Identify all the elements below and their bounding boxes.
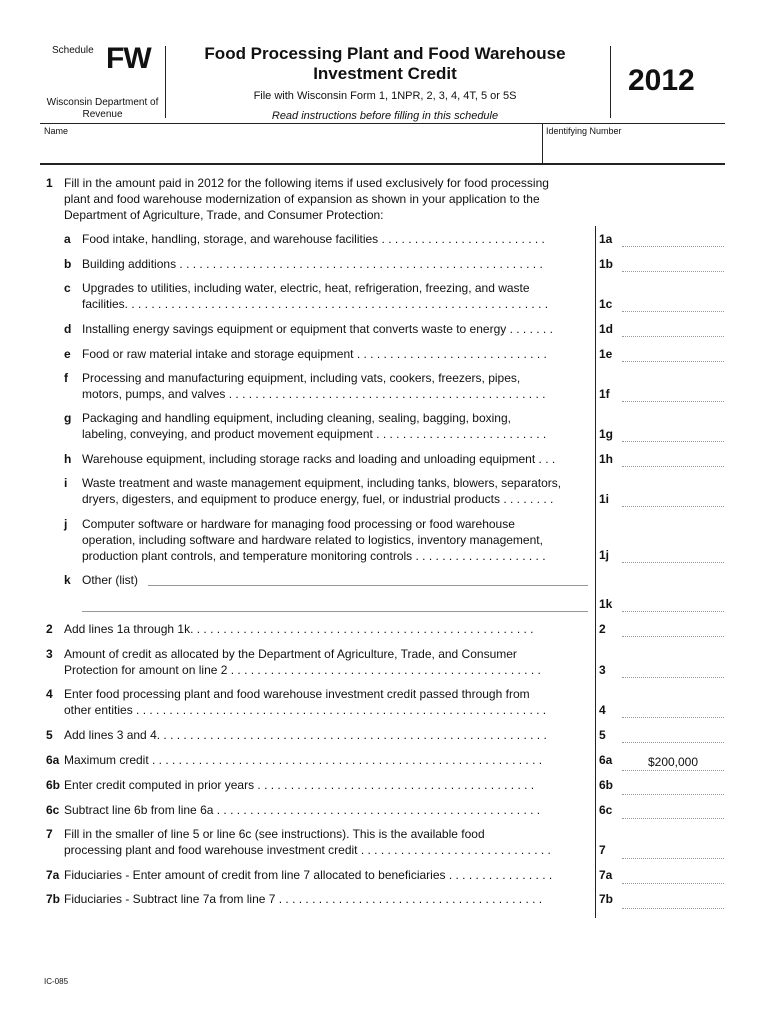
name-id-divider xyxy=(542,123,543,163)
tax-year: 2012 xyxy=(628,64,695,97)
form-title-line1: Food Processing Plant and Food Warehouse xyxy=(204,44,566,63)
item-text-line: Waste treatment and waste management equipment, including tanks, blowers, separators, xyxy=(82,476,562,490)
item-text xyxy=(82,475,561,507)
item-letter: f xyxy=(64,371,68,385)
amount-field-5[interactable] xyxy=(622,742,724,743)
schedule-label: Schedule xyxy=(52,45,94,56)
item-text-line: motors, pumps, and valves . . . . . . . . . . . . . . . . . . . . . . . . . . . . . . . . . . . . . . . . . . . . . . . . xyxy=(82,387,546,401)
amount-field-1i[interactable] xyxy=(622,506,724,507)
form-title-line2: Investment Credit xyxy=(313,64,457,83)
box-label-7b: 7b xyxy=(599,892,614,906)
line-text-row: processing plant and food warehouse investment credit . . . . . . . . . . . . . . . . . . . . . . . . . . . . . xyxy=(64,843,551,857)
amount-field-7a[interactable] xyxy=(622,883,724,884)
line-text xyxy=(64,646,541,678)
item-text-line: Packaging and handling equipment, including cleaning, sealing, bagging, boxing, xyxy=(82,411,511,425)
maximum-credit-value: $200,000 xyxy=(647,755,699,769)
read-instructions-note: Read instructions before filling in this schedule xyxy=(271,110,499,122)
amount-column-separator xyxy=(595,226,596,918)
line-text-row: Protection for amount on line 2 . . . . . . . . . . . . . . . . . . . . . . . . . . . . . . . . . . . . . . . . . . . . . . . xyxy=(64,663,541,677)
line-1-number: 1 xyxy=(46,176,53,190)
file-with-note: File with Wisconsin Form 1, 1NPR, 2, 3, 4, 4T, 5 or 5S xyxy=(253,90,517,102)
item-letter: i xyxy=(64,476,68,490)
identifying-number-label: Identifying Number xyxy=(546,126,622,136)
line-text: Add lines 3 and 4. . . . . . . . . . . . . . . . . . . . . . . . . . . . . . . . . . . . . . . . . . . . . . . . . . . . . . . . . . . xyxy=(64,728,547,742)
box-label-1i: 1i xyxy=(599,492,610,506)
line-number: 5 xyxy=(46,728,53,742)
other-list-field-1[interactable] xyxy=(148,585,588,586)
item-text-line: production plant controls, and temperature monitoring controls . . . . . . . . . . . . . . . . . . . . xyxy=(82,549,546,563)
line-text xyxy=(64,826,551,858)
item-letter: e xyxy=(64,347,71,361)
amount-field-1h[interactable] xyxy=(622,466,724,467)
line-number: 7b xyxy=(46,892,61,906)
item-text: Food or raw material intake and storage equipment . . . . . . . . . . . . . . . . . . . . . . . . . . . . . xyxy=(82,347,547,361)
department-name: Wisconsin Department of Revenue xyxy=(46,97,159,120)
box-label-1k: 1k xyxy=(599,597,613,611)
item-text: Warehouse equipment, including storage racks and loading and unloading equipment . . . xyxy=(82,452,556,466)
item-text-line: labeling, conveying, and product movement equipment . . . . . . . . . . . . . . . . . . . . . . . . . . xyxy=(82,427,547,441)
amount-field-1e[interactable] xyxy=(622,361,724,362)
line-text-row: Enter food processing plant and food warehouse investment credit passed through from xyxy=(64,687,530,701)
item-text: Food intake, handling, storage, and warehouse facilities . . . . . . . . . . . . . . . . . . . . . . . . . xyxy=(82,232,545,246)
line-1-intro-text: plant and food warehouse modernization of expansion as shown in your application to the xyxy=(64,192,540,206)
item-text xyxy=(82,370,545,402)
line-text: Subtract line 6b from line 6a . . . . . . . . . . . . . . . . . . . . . . . . . . . . . . . . . . . . . . . . . . . . . . . . . xyxy=(64,803,541,817)
box-label-7: 7 xyxy=(599,843,606,857)
amount-field-1b[interactable] xyxy=(622,271,724,272)
item-text-line: Computer software or hardware for managing food processing or food warehouse xyxy=(82,517,515,531)
box-label-1f: 1f xyxy=(599,387,610,401)
line-1-intro xyxy=(64,175,549,223)
item-text-line: Upgrades to utilities, including water, electric, heat, refrigeration, freezing, and waste xyxy=(82,281,530,295)
item-letter: g xyxy=(64,411,72,425)
amount-field-2[interactable] xyxy=(622,636,724,637)
line-number: 6a xyxy=(46,753,60,767)
amount-field-6c[interactable] xyxy=(622,818,724,819)
name-field[interactable] xyxy=(44,137,542,163)
header-divider-left xyxy=(165,46,166,118)
box-label-6b: 6b xyxy=(599,778,614,792)
box-label-2: 2 xyxy=(599,622,606,636)
item-text xyxy=(82,516,546,564)
line-text: Maximum credit . . . . . . . . . . . . . . . . . . . . . . . . . . . . . . . . . . . . . . . . . . . . . . . . . . . . . . . . . . . xyxy=(64,753,543,767)
amount-field-1d[interactable] xyxy=(622,336,724,337)
line-number: 7 xyxy=(46,827,53,841)
line-number: 2 xyxy=(46,622,53,636)
line-number: 4 xyxy=(46,687,53,701)
line-text: Add lines 1a through 1k. . . . . . . . . . . . . . . . . . . . . . . . . . . . . . . . . . . . . . . . . . . . . . . . . . . . xyxy=(64,622,534,636)
item-text: Other (list) xyxy=(82,573,139,587)
amount-field-1g[interactable] xyxy=(622,441,724,442)
box-label-1c: 1c xyxy=(599,297,613,311)
name-label: Name xyxy=(44,126,69,136)
box-label-1j: 1j xyxy=(599,548,610,562)
amount-field-6b[interactable] xyxy=(622,794,724,795)
amount-field-6a xyxy=(622,770,724,771)
amount-field-1k[interactable] xyxy=(622,611,724,612)
box-label-1g: 1g xyxy=(599,427,614,441)
header-divider-right xyxy=(610,46,611,118)
box-label-1d: 1d xyxy=(599,322,614,336)
item-letter: c xyxy=(64,281,71,295)
box-label-7a: 7a xyxy=(599,868,613,882)
amount-field-7b[interactable] xyxy=(622,908,724,909)
amount-field-1c[interactable] xyxy=(622,311,724,312)
item-text: Building additions . . . . . . . . . . . . . . . . . . . . . . . . . . . . . . . . . . . . . . . . . . . . . . . . . . . . . . . xyxy=(82,257,543,271)
box-label-4: 4 xyxy=(599,703,606,717)
line-text-row: other entities . . . . . . . . . . . . . . . . . . . . . . . . . . . . . . . . . . . . . . . . . . . . . . . . . . . . . . . . . . . . . . xyxy=(64,703,547,717)
identifying-number-field[interactable] xyxy=(546,137,724,163)
item-letter: b xyxy=(64,257,72,271)
box-label-1a: 1a xyxy=(599,232,613,246)
box-label-5: 5 xyxy=(599,728,606,742)
name-row-top-line xyxy=(40,123,725,124)
line-1-intro-text: Fill in the amount paid in 2012 for the following items if used exclusively for food processing xyxy=(64,176,549,190)
amount-field-3[interactable] xyxy=(622,677,724,678)
amount-field-1a[interactable] xyxy=(622,246,724,247)
other-list-field-2[interactable] xyxy=(82,611,588,612)
line-number: 3 xyxy=(46,647,53,661)
box-label-1h: 1h xyxy=(599,452,614,466)
item-letter: a xyxy=(64,232,71,246)
amount-field-7[interactable] xyxy=(622,858,724,859)
line-number: 6b xyxy=(46,778,61,792)
box-label-3: 3 xyxy=(599,663,606,677)
item-text-line: facilities. . . . . . . . . . . . . . . . . . . . . . . . . . . . . . . . . . . . . . . . . . . . . . . . . . . . . . . . . . . . . . . . xyxy=(82,297,549,311)
box-label-6c: 6c xyxy=(599,803,613,817)
item-letter: d xyxy=(64,322,72,336)
item-letter: k xyxy=(64,573,71,587)
line-text-row: Amount of credit as allocated by the Department of Agriculture, Trade, and Consumer xyxy=(64,647,517,661)
line-number: 6c xyxy=(46,803,60,817)
item-letter: j xyxy=(64,517,68,531)
line-text-row: Fill in the smaller of line 5 or line 6c (see instructions). This is the available food xyxy=(64,827,485,841)
line-1-intro-text: Department of Agriculture, Trade, and Consumer Protection: xyxy=(64,208,384,222)
item-text-line: dryers, digesters, and equipment to produce energy, fuel, or industrial products . . . . . . . . xyxy=(82,492,554,506)
name-row-bottom-line xyxy=(40,163,725,165)
item-text-line: operation, including software and hardware related to logistics, inventory management, xyxy=(82,533,543,547)
line-text xyxy=(64,686,546,718)
form-code: FW xyxy=(106,42,151,75)
box-label-1e: 1e xyxy=(599,347,613,361)
amount-field-1f[interactable] xyxy=(622,401,724,402)
line-number: 7a xyxy=(46,868,60,882)
form-title xyxy=(170,44,600,84)
item-text: Installing energy savings equipment or equipment that converts waste to energy . . . . . . . xyxy=(82,322,553,336)
line-text: Fiduciaries - Enter amount of credit from line 7 allocated to beneficiaries . . . . . . . . . . . . . . . . xyxy=(64,868,553,882)
amount-field-4[interactable] xyxy=(622,717,724,718)
line-text: Fiduciaries - Subtract line 7a from line 7 . . . . . . . . . . . . . . . . . . . . . . . . . . . . . . . . . . . . . . . . xyxy=(64,892,543,906)
item-text xyxy=(82,410,546,442)
item-text-line: Processing and manufacturing equipment, including vats, cookers, freezers, pipes, xyxy=(82,371,521,385)
item-text xyxy=(82,280,548,312)
form-footer-code: IC-085 xyxy=(44,977,69,986)
line-text: Enter credit computed in prior years . . . . . . . . . . . . . . . . . . . . . . . . . . . . . . . . . . . . . . . . . . xyxy=(64,778,535,792)
item-letter: h xyxy=(64,452,72,466)
box-label-1b: 1b xyxy=(599,257,614,271)
amount-field-1j[interactable] xyxy=(622,562,724,563)
box-label-6a: 6a xyxy=(599,753,613,767)
